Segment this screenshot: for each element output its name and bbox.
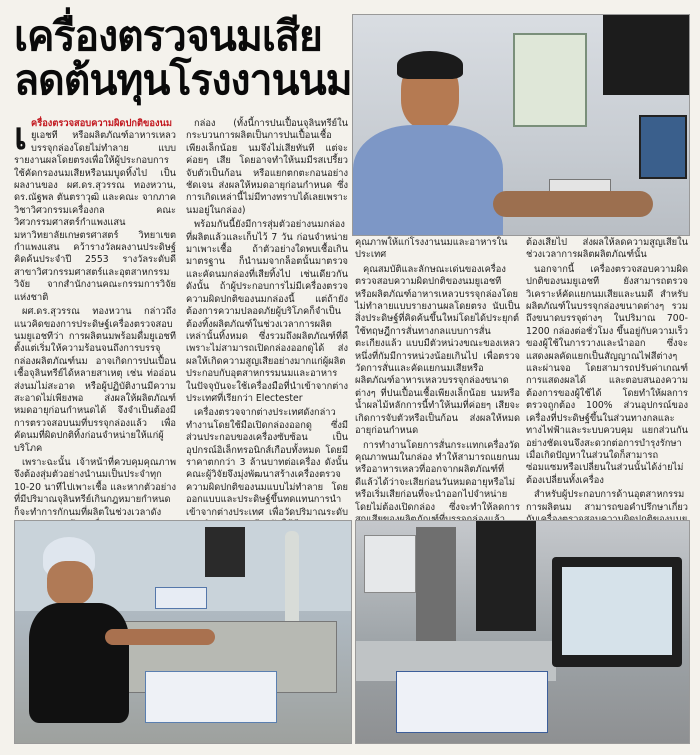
- paragraph: สำหรับผู้ประกอบการด้านอุตสาหกรรมการผลิตนม สามารถขอคำปรึกษาเกี่ยว: [526, 489, 688, 513]
- person-shirt: [353, 125, 503, 235]
- worker-face: [47, 561, 93, 605]
- booth-poster: [364, 535, 416, 593]
- paragraph: ต้องเสียไป ส่งผลให้ลดความสูญเสียในช่วงเวลาการผลิตผลิตภัณฑ์นั้น: [526, 237, 688, 261]
- paragraph: กล่อง (ทั้งนี้การปนเปื้อนจุลินทรีย์ในกระบวนการผลิตเป็นการปนเปื้อนเชื้อเพียงเล็กน้อย นมจึงไม่เสียทันที แต่จะค่อยๆ เสีย โดยอาจทำให้นมมีรสเปรี้ยว จับตัวเป็นก้อน หรือแยกตกตะกอนอย่างชัดเจน ส่งผลให้หมดอายุก่อนกำหนด ซึ่งการเกิดเหล่านี้ไม่มีทางทราบได้เลยเพราะนมอยู่ในกล่อง): [186, 118, 348, 216]
- photo-exhibition-booth: [355, 520, 690, 744]
- paragraph: ผศ.ดร.สุวรรณ ทองหวาน กล่าวถึงแนวคิดของการประดิษฐ์เครื่องตรวจสอบนมยูเอชทีว่า การผลิตนมพร้อมดื่มยูเอชที ตั้งแต่เริ่มให้ความร้อนจนถึงการบรรจุกล่องผลิตภัณฑ์นม อาจเกิดการปนเปื้อนเชื้อจุลินทรีย์ได้หลายสาเหตุ เช่น ท่ออ่อนส่งนมไม่สะอาด หรือผู้ปฏิบัติงานมีความสะอาดไม่เพียงพอ ส่งผลให้ผลิตภัณฑ์หมดอายุก่อนกำหนดได้ จึงจำเป็นต้องมีการตรวจสอบนมที่บรรจุกล่องแล้ว เพื่อคัดนมที่ผิดปกติทิ้งก่อนจำหน่ายให้แก่ผู้บริโภค: [14, 306, 176, 454]
- paragraph: ยูเอชที หรือผลิตภัณฑ์อาหารเหลวบรรจุกล่องโดยไม่ทำลาย แบบรายงานผลโดยตรงเพื่อให้ผู้ประกอบการใช้คัดกรองนมเสียหรือนมบูดทิ้งไป เป็นผลงานของ ผศ.ดร.สุวรรณ ทองหวาน, ดร.ณัฐพล ตันตราวุฒิ และคณะ จากภาควิชาวิศวกรรมเครื่องกล คณะวิศวกรรมศาสตร์กำแพงแสน มหาวิทยาลัยเกษตรศาสตร์ วิทยาเขตกำแพงแสน คว้ารางวัลผลงานประดิษฐ์คิดค้นประจำปี 2553 รางวัลระดับดี สาขาวิศวกรรมศาสตร์และอุตสาหกรรมวิจัย จากสำนักงานคณะกรรมการวิจัยแห่งชาติ: [14, 130, 176, 303]
- worker-body: [29, 603, 129, 723]
- paragraph: การทำงานโดยการสั่นกระแทกเครื่องวัดคุณภาพนมในกล่อง ทำให้สามารถแยกนมหรืออาหารเหลวที่ออกจากผลิตภัณฑ์ที่ดีแล้วได้ว่าจะเสียก่อนวันหมดอายุหรือไม่ หรือเริ่มเสียก่อนที่จะนำออกไปจำหน่ายโดยไม่ต้องเปิดกล่อง ซึ่งจะทำให้ลดการ: [355, 439, 520, 513]
- milk-cartons: [396, 671, 548, 733]
- visitor-2: [476, 521, 536, 631]
- article-column-4: [526, 237, 688, 517]
- article-column-1: [14, 113, 176, 518]
- headline-line-2: ลดต้นทุนโรงงานนม: [14, 56, 352, 104]
- dark-corner: [603, 15, 689, 95]
- article-column-2: [186, 118, 349, 518]
- photo-worker-at-machine: [14, 520, 352, 744]
- article-column-3: [355, 237, 520, 517]
- laptop-display: [562, 567, 672, 655]
- photo-researcher-at-computer: [352, 14, 690, 236]
- person-arm: [493, 191, 653, 217]
- headline: [14, 14, 350, 102]
- milk-boxes: [155, 587, 207, 609]
- paragraph: เพราะฉะนั้น เจ้าหน้าที่ควบคุมคุณภาพจึงต้องสุ่มตัวอย่างนำนมเป็นประจำทุก 10-20 นาทีไปเพาะเชื้อ และหากตัวอย่างที่มีปริมาณจุลินทรีย์เกินกฎหมายกำหนด ก็จะทำการกักนมที่ผลิตในช่วงเวลาดัง: [14, 456, 176, 518]
- headline-line-1: เครื่องตรวจนมเสีย: [14, 12, 322, 60]
- wall-poster: [513, 33, 587, 127]
- visitor: [416, 527, 456, 647]
- drop-cap: เ: [14, 113, 27, 158]
- monitor: [639, 115, 687, 179]
- paragraph: เครื่องตรวจจากต่างประเทศดังกล่าวทำงานโดยใช้มือเปิดกล่องออกดู ซึ่งมีส่วนประกอบของเครื่องซับซ้อน เป็นอุปกรณ์อิเล็กทรอนิกส์เกือบทั้งหมด โดยมีราคาตกกว่า 3 ล้านบาทต่อเครื่อง ดังนั้น คณะผู้วิจัยจึงมุ่งพัฒนาสร้างเครื่องตรวจความผิดปกติของนมแบบไม่ทำลาย โดยออกแบบและประดิษฐ์ขึ้นทดแทนการนำเข้าจากต่างประเทศ เพื่อวัดปริมาณระดับ: [186, 407, 348, 518]
- worker-arm: [105, 629, 215, 645]
- machine-monitor: [205, 527, 245, 577]
- paragraph: คุณภาพให้แก่โรงงานนมและอาหารในประเทศ: [355, 237, 508, 261]
- paragraph: พร้อมกันนี้ยังมีการสุ่มตัวอย่างนมกล่องที่ผลิตแล้วและเก็บไว้ 7 วัน ก่อนจำหน่ายมาเพาะเชื้อ ถ้าตัวอย่างใดพบเชื้อเกินมาตรฐาน ก็นำนมจากล็อตนั้นมาตรวจและคัดนมกล่องที่เสียทิ้งไป เช่นเดียวกัน ดังนั้น ถ้าผู้ประกอบการไม่มีเครื่องตรวจความผิดปกติของนมกล่องนี้ แต่ถ้ายังต้องการความปลอดภัยผู้บริโภคก็จำเป็นต้องทิ้งผลิตภัณฑ์ในช่วงเวลาการผลิตเหล่านั้นทิ้งหมด ซึ่งรวมถึงผลิตภัณฑ์ที่ดี เพราะไม่สามารถเปิดกล่องออกดูได้ ส่งผลให้เกิดความสูญเสียอย่างมากแก่ผู้ผลิต ประกอบกับอุตสาหกรรมนมและอาหารในปัจจุบันจะใช้เครื่องมือที่นำเข้าจากต่างประเทศที่เรียกว่า Electester: [186, 219, 349, 404]
- person-hair: [397, 51, 463, 79]
- paragraph: นอกจากนี้ เครื่องตรวจสอบความผิดปกติของนมยูเอชที ยังสามารถตรวจวิเคราะห์คัดแยกนมเสียและนมดี สำหรับผลิตภัณฑ์ในบรรจุกล่องขนาดต่างๆ รวมถึงขนาดบรรจุต่างๆ ในปริมาณ 700-1200 กล่องต่อชั่วโมง ขึ้นอยู่กับความเร็วของผู้ใช้ในการวางและนำออก ซึ่งจะแสดงผลคัดแยกเป็นสัญญาณไฟสีต่างๆ และผ่านจอ โดยสามารถปรับค่าเกณฑ์การแสดงผลได้ และตอบสนองความต้องการของผู้ใช้ได้ โดยทำให้ผลการตรวจถูกต้อง 100% ส่วนอุปกรณ์ของเครื่องที่ประดิษฐ์ขึ้นในส่วนทางกลและทางไฟฟ้าและระบบควบคุม แยกส่วนกันอย่างชัดเจนจึงสะดวกต่อการบำรุงรักษา เมื่อเกิดปัญหาในส่วนใดก็สามารถซ่อมแซมหรือเปลี่ยนในส่วนนั้นได้ง่ายไม่ต้องเปลี่ยนทั้งเครื่อง: [526, 263, 688, 486]
- milk-boxes-front: [145, 671, 277, 723]
- paragraph: คุณสมบัติและลักษณะเด่นของเครื่องตรวจสอบความผิดปกติของนมยูเอชที หรือผลิตภัณฑ์อาหารเหลวบรรจุกล่องโดยไม่ทำลายแบบรายงานผลโดยตรง นับเป็นสิ่งประดิษฐ์ที่คิดค้นขึ้นใหม่โดยได้ประยุกต์ใช้ทฤษฎีการสั่นทางกลแบบการสั่นตะเกียงแล้ว แบบมีตัวหน่วงขณะของเหลวหนึ่งที่กัมมีการหน่วงน้อยเกินไป เพื่อตรวจวัดการสั่นและคัดแยกนมเสียหรือผลิตภัณฑ์อาหารเหลวบรรจุกล่องขนาดต่างๆ ที่ปนเปื้อนเชื้อเพียงเล็กน้อย นมหรือน้ำผลไม้หลักการนี้ทำให้นมที่ค่อยๆ เสียจะเกิดการจับตัวหรือเป็นก้อน ส่งผลให้หมดอายุก่อนกำหนด: [355, 263, 520, 437]
- article-kicker: ครื่องตรวจสอบความผิดปกติของนม: [31, 118, 172, 129]
